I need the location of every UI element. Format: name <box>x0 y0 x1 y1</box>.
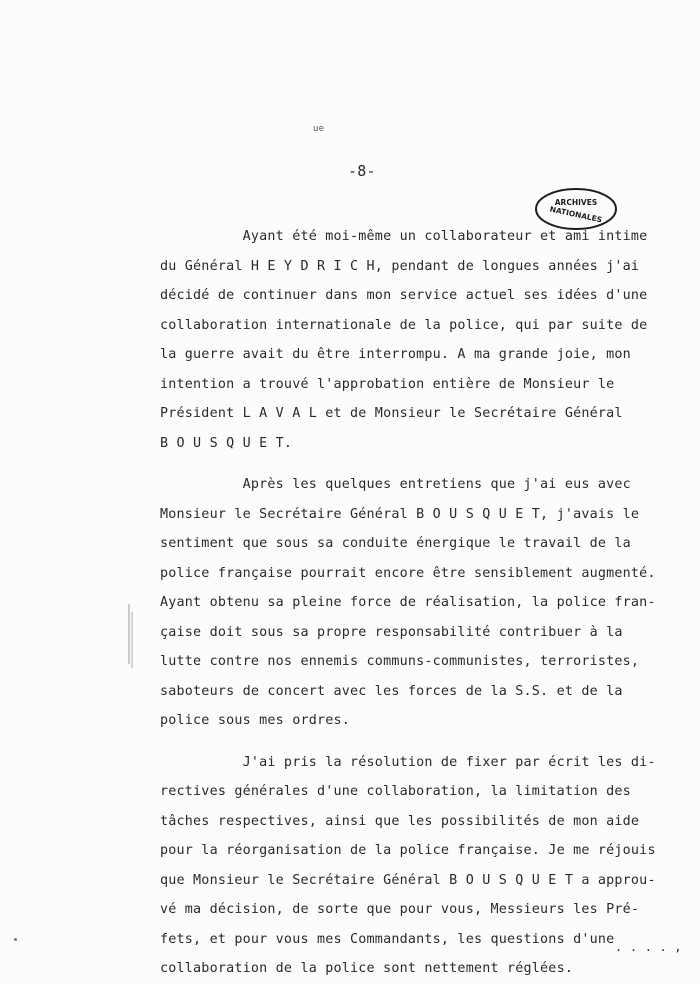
text-line: du Général H E Y D R I C H, pendant de longues années j'ai <box>160 258 640 274</box>
text-line: lutte contre nos ennemis communs-communistes, terroristes, <box>160 654 640 669</box>
stamp-line2: NATIONALES <box>548 204 603 225</box>
paragraph-gap <box>160 458 690 470</box>
text-line: Ayant obtenu sa pleine force de réalisation, la police fran- <box>160 595 656 610</box>
corner-marks: . . . . , <box>615 940 682 954</box>
top-marker: ue <box>313 124 325 134</box>
text-line: vé ma décision, de sorte que pour vous, Messieurs les Pré- <box>160 902 640 917</box>
speck <box>14 938 17 941</box>
text-line: collaboration internationale de la police, qui par suite de <box>160 317 648 333</box>
text-line: pour la réorganisation de la police française. Je me réjouis <box>160 843 656 858</box>
text-line: Monsieur le Secrétaire Général B O U S Q U E T, j'avais le <box>160 506 640 522</box>
text-line: Ayant été moi-même un collaborateur et ami intime <box>160 229 648 244</box>
text-line: çaise doit sous sa propre responsabilité contribuer à la <box>160 624 623 640</box>
text-line: B O U S Q U E T. <box>160 435 293 451</box>
text-line: J'ai pris la résolution de fixer par écrit les di- <box>160 754 656 770</box>
page-number: -8- <box>348 162 376 180</box>
text-line: saboteurs de concert avec les forces de la S.S. et de la <box>160 683 623 699</box>
text-line: Président L A V A L et de Monsieur le Secrétaire Général <box>160 406 623 421</box>
margin-mark <box>127 604 135 668</box>
text-line: rectives générales d'une collaboration, la limitation des <box>160 784 631 799</box>
text-line: sentiment que sous sa conduite énergique le travail de la <box>160 536 631 551</box>
text-line: décidé de continuer dans mon service actuel ses idées d'une <box>160 288 648 303</box>
body-text <box>160 222 690 984</box>
text-line: intention a trouvé l'approbation entière de Monsieur le <box>160 376 615 392</box>
text-line: fets, et pour vous mes Commandants, les questions d'une <box>160 931 615 947</box>
stamp-line1: ARCHIVES <box>554 198 598 207</box>
paragraph-gap <box>160 736 690 748</box>
text-line: police française pourrait encore être sensiblement augmenté. <box>160 565 656 581</box>
text-line: police sous mes ordres. <box>160 713 351 728</box>
text-line: tâches respectives, ainsi que les possibilités de mon aide <box>160 813 640 829</box>
text-line: la guerre avait du être interrompu. A ma grande joie, mon <box>160 347 631 362</box>
text-line: Après les quelques entretiens que j'ai eus avec <box>160 477 631 492</box>
text-line: que Monsieur le Secrétaire Général B O U S Q U E T a approu- <box>160 872 656 888</box>
text-line: collaboration de la police sont nettement réglées. <box>160 961 574 976</box>
